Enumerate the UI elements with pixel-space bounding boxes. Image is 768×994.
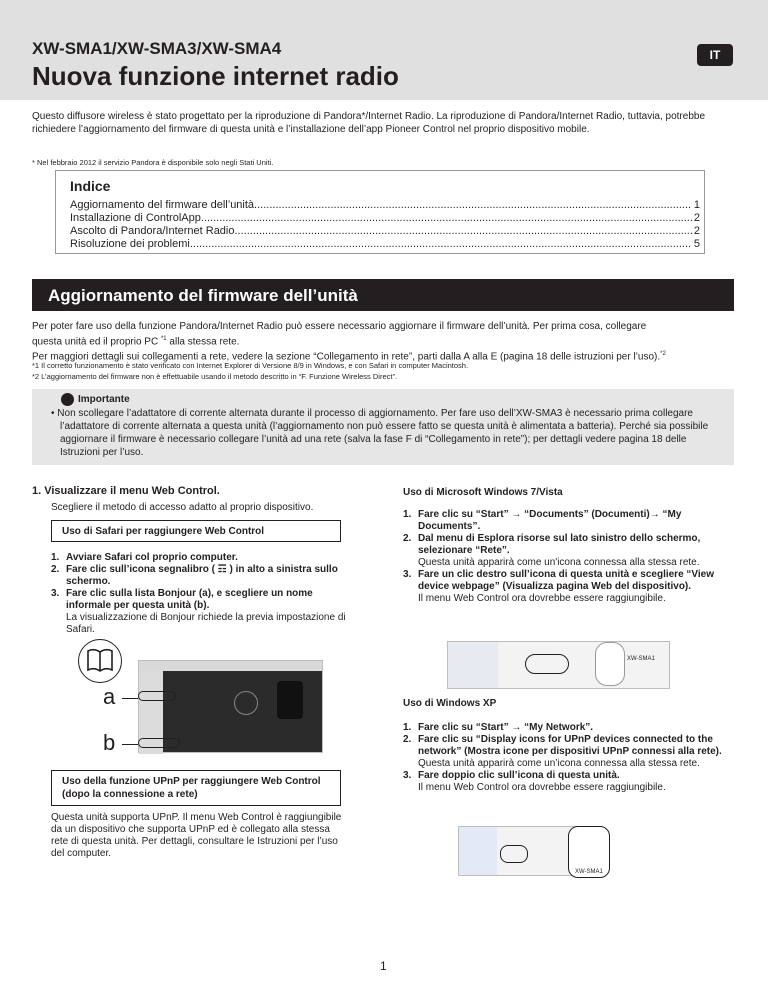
toc-item[interactable]	[70, 225, 700, 238]
xp-steps	[403, 722, 733, 794]
section-notes	[32, 361, 732, 382]
toc-item-page: 1	[693, 199, 700, 211]
bonjour-list-highlight	[138, 691, 176, 701]
device-icon-highlight	[525, 654, 569, 674]
toc-title: Indice	[70, 178, 111, 194]
list-item: 3. Fare clic sulla lista Bonjour (a), e scegliere un nome informale per questa unità (b). La visualizzazione di Bonjour richiede la previa impostazione di Safari.	[51, 588, 346, 635]
xp-device-label: XW-SMA1	[575, 869, 603, 875]
safari-method-box: Uso di Safari per raggiungere Web Control	[51, 520, 341, 542]
toc-item[interactable]	[70, 212, 700, 225]
toc-item-title: Installazione di ControlApp	[70, 212, 201, 224]
page-title: Nuova funzione internet radio	[32, 61, 399, 91]
list-item: 2. Fare clic sull’icona segnalibro ( ☶ ) in alto a sinistra sullo schermo.	[51, 564, 338, 587]
note-1: *1 Il corretto funzionamento è stato verificato con Internet Explorer di Versione 8/9 in Windows, e con Safari in computer Macintosh.	[32, 361, 469, 370]
toc-list	[70, 199, 700, 251]
step-1-subtitle: Scegliere il metodo di accesso adatto al proprio dispositivo.	[51, 502, 314, 513]
section-title: Aggiornamento del firmware dell’unità	[48, 286, 358, 305]
list-item: 3. Fare doppio clic sull’icona di questa unità. Il menu Web Control ora dovrebbe essere raggiungibile.	[403, 770, 666, 793]
win7-device-label: XW-SMA1	[627, 656, 655, 662]
list-item: 1. Fare clic su “Start” → “Documents” (Documenti)→ “My Documents”.	[403, 509, 682, 532]
toc-item-title: Aggiornamento del firmware dell’unità	[70, 199, 255, 211]
toc-item-title: Risoluzione dei problemi	[70, 238, 190, 250]
upnp-method-box: Uso della funzione UPnP per raggiungere Web Control (dopo la connessione a rete)	[51, 770, 341, 806]
unit-name-highlight	[138, 738, 180, 748]
speaker-device-icon	[595, 642, 625, 686]
safari-steps	[51, 552, 346, 636]
xp-heading: Uso di Windows XP	[403, 698, 497, 709]
label-a: a	[103, 684, 116, 709]
toc-item[interactable]	[70, 238, 700, 251]
list-item: 3. Fare un clic destro sull’icona di questa unità e scegliere “View device webpage” (Visualizza pagina Web del dispositivo). Il menu Web Control ora dovrebbe essere raggiungibile.	[403, 569, 715, 604]
table-of-contents	[55, 170, 705, 254]
toc-item[interactable]	[70, 199, 700, 212]
win7-heading: Uso di Microsoft Windows 7/Vista	[403, 487, 563, 498]
section-intro-line: questa unità ed il proprio PC $^{*1}$ alla stessa rete.	[32, 336, 240, 348]
section-intro-line: Per maggiori dettagli sui collegamenti a rete, vedere la sezione “Collegamento in rete”, parti dalla A alla E (pagina 18 delle istruzioni per l’uso).$^{*2}$	[32, 351, 666, 363]
toc-item-page: 5	[693, 238, 700, 250]
list-item: 1. Avviare Safari col proprio computer.	[51, 552, 238, 563]
upnp-paragraph: Questa unità supporta UPnP. Il menu Web Control è raggiungibile da un dispositivo che supporta UPnP ed è collegato alla stessa rete di questa unità. Per dettagli, consultare le Istruzioni per l’uso del computer.	[51, 812, 342, 859]
important-title: Importante	[78, 394, 130, 405]
language-badge: IT	[697, 44, 733, 66]
intro-paragraph: Questo diffusore wireless è stato progettato per la riproduzione di Pandora*/Internet Radio. La riproduzione di Pandora/Internet Radio, tuttavia, potrebbe richiedere l’aggiornamento del firmware di questa unità e l’installazione dell’app Pioneer Control nel proprio dispositivo mobile.	[32, 111, 706, 135]
important-icon	[61, 393, 74, 406]
toc-item-page: 2	[693, 225, 700, 237]
toc-item-page: 2	[693, 212, 700, 224]
important-text: • Non scollegare l’adattatore di corrente alternata durante il processo di aggiornamento. Per fare uso dell’XW-SMA3 è necessario prima collegare l’adattatore di corrente alternata a questa unità (l’aggiornamento non può essere fatto se questa unità è alimentata a batteria). Perché sia possibile aggiornare il firmware è necessario collegare l’unità ad una rete (salva la fase F di “Collegamento in rete”); per dettagli vedere pagina 18 delle Istruzioni per l’uso.	[51, 408, 709, 458]
bookmark-icon	[85, 645, 115, 675]
step-1-title: 1. Visualizzare il menu Web Control.	[32, 485, 220, 497]
list-item: 1. Fare clic su “Start” → “My Network”.	[403, 722, 594, 733]
pandora-footnote: * Nel febbraio 2012 il servizio Pandora è disponibile solo negli Stati Uniti.	[32, 158, 274, 167]
section-intro	[32, 320, 734, 364]
model-names: XW-SMA1/XW-SMA3/XW-SMA4	[32, 39, 282, 58]
label-b: b	[103, 730, 116, 755]
xp-device-highlight	[500, 845, 528, 863]
toc-item-title: Ascolto di Pandora/Internet Radio	[70, 225, 235, 237]
win7-steps	[403, 509, 733, 605]
list-item: 2. Dal menu di Esplora risorse sul lato sinistro dello schermo, selezionare “Rete”. Questa unità apparirà come un'icona connessa alla stessa rete.	[403, 533, 701, 568]
section-header	[32, 279, 734, 311]
page-number: 1	[380, 959, 387, 973]
note-2: *2 L’aggiornamento del firmware non è effettuabile usando il metodo descritto in “F. Funzione Wireless Direct”.	[32, 371, 398, 381]
list-item: 2. Fare clic su “Display icons for UPnP devices connected to the network” (Mostra icone per dispositivi UPnP connessi alla rete). Questa unità apparirà come un’icona connessa alla stessa rete.	[403, 734, 722, 769]
section-intro-line: Per poter fare uso della funzione Pandora/Internet Radio può essere necessario aggiornare il firmware dell’unità. Per prima cosa, collegare	[32, 321, 647, 332]
